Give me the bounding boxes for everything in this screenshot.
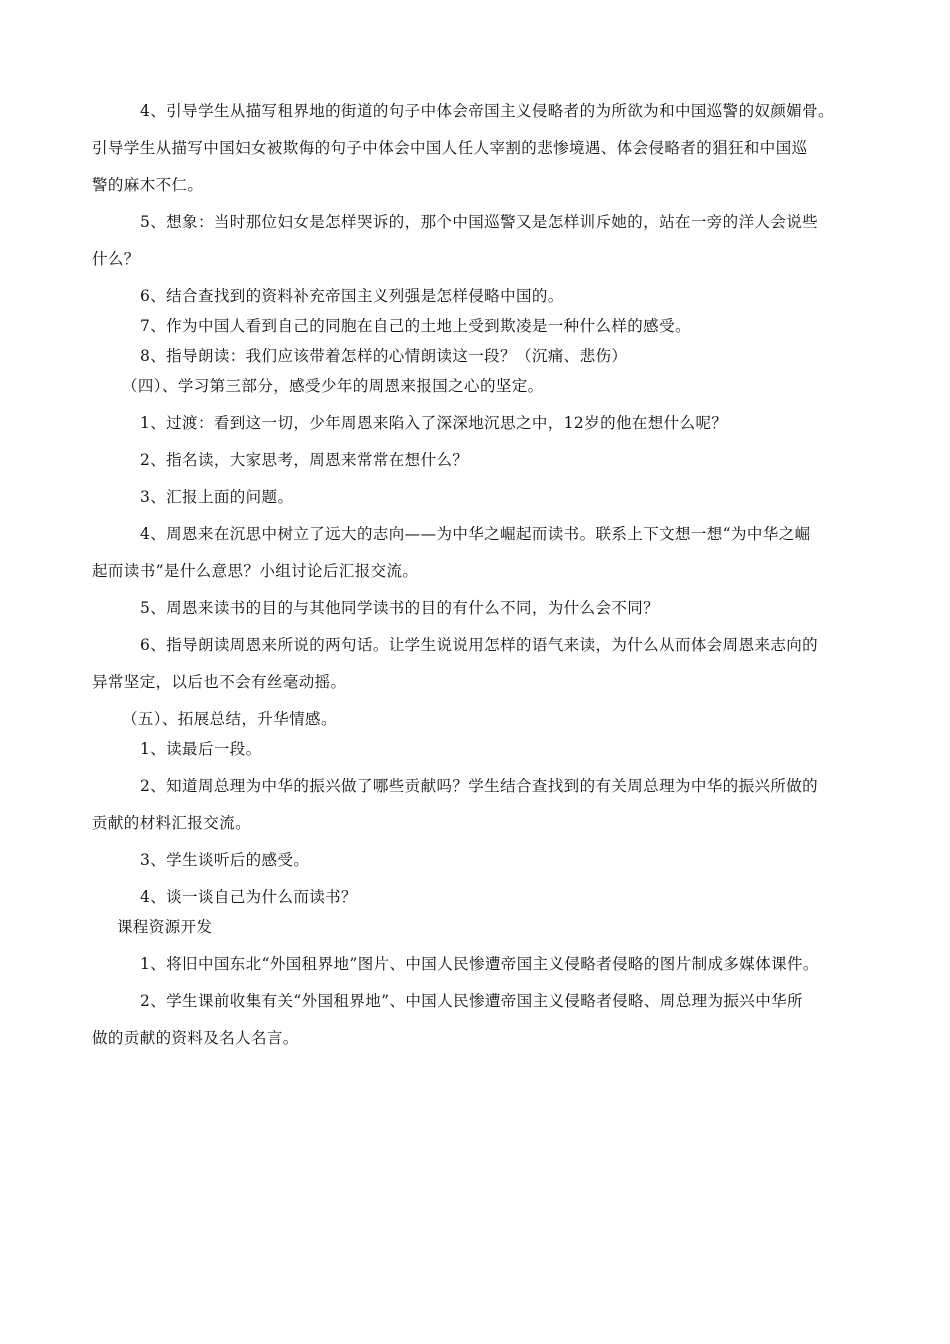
paragraph-line: 6、指导朗读周恩来所说的两句话。让学生说说用怎样的语气来读，为什么从而体会周恩来志向的 <box>140 636 819 654</box>
paragraph-line: 4、谈一谈自己为什么而读书？ <box>140 888 357 906</box>
paragraph-line: 8、指导朗读：我们应该带着怎样的心情朗读这一段？（沉痛、悲伤） <box>140 347 628 365</box>
paragraph-line: 起而读书”是什么意思？小组讨论后汇报交流。 <box>92 562 419 580</box>
paragraph-line: 做的贡献的资料及名人名言。 <box>92 1029 299 1047</box>
paragraph-line: 2、学生课前收集有关“外国租界地”、中国人民惨遭帝国主义侵略者侵略、周总理为振兴中华所 <box>140 992 803 1010</box>
section-heading: 课程资源开发 <box>117 918 213 936</box>
paragraph-line: 贡献的材料汇报交流。 <box>92 814 252 832</box>
paragraph-line: 警的麻木不仁。 <box>92 176 204 194</box>
paragraph-line: 7、作为中国人看到自己的同胞在自己的土地上受到欺凌是一种什么样的感受。 <box>140 317 691 335</box>
paragraph-line: 5、想象：当时那位妇女是怎样哭诉的，那个中国巡警又是怎样训斥她的，站在一旁的洋人会说些 <box>140 213 819 231</box>
paragraph-line: 3、学生谈听后的感受。 <box>140 851 310 869</box>
paragraph-line: 什么？ <box>92 250 140 268</box>
paragraph-line: 6、结合查找到的资料补充帝国主义列强是怎样侵略中国的。 <box>140 287 564 305</box>
paragraph-line: 2、知道周总理为中华的振兴做了哪些贡献吗？学生结合查找到的有关周总理为中华的振兴所做的 <box>140 777 819 795</box>
section-heading: （五）、拓展总结，升华情感。 <box>122 710 337 728</box>
paragraph-line: 5、周恩来读书的目的与其他同学读书的目的有什么不同，为什么会不同？ <box>140 599 660 617</box>
paragraph-line: 4、周恩来在沉思中树立了远大的志向——为中华之崛起而读书。联系上下文想一想“为中华之崛 <box>140 525 811 543</box>
paragraph-line: 2、指名读，大家思考，周恩来常常在想什么？ <box>140 451 469 469</box>
paragraph-line: 4、引导学生从描写租界地的街道的句子中体会帝国主义侵略者的为所欲为和中国巡警的奴颜媚骨。 <box>140 102 834 120</box>
paragraph-line: 1、将旧中国东北“外国租界地”图片、中国人民惨遭帝国主义侵略者侵略的图片制成多媒体课件。 <box>140 955 819 973</box>
document-body <box>92 96 864 1053</box>
section-heading: （四）、学习第三部分，感受少年的周恩来报国之心的坚定。 <box>122 377 544 395</box>
paragraph-line: 1、读最后一段。 <box>140 740 262 758</box>
paragraph-line: 异常坚定，以后也不会有丝毫动摇。 <box>92 673 347 691</box>
paragraph-line: 引导学生从描写中国妇女被欺侮的句子中体会中国人任人宰割的悲惨境遇、体会侵略者的猖狂和中国巡 <box>92 139 808 157</box>
paragraph-line: 1、过渡：看到这一切，少年周恩来陷入了深深地沉思之中，12岁的他在想什么呢？ <box>140 414 728 432</box>
paragraph-line: 3、汇报上面的问题。 <box>140 488 294 506</box>
